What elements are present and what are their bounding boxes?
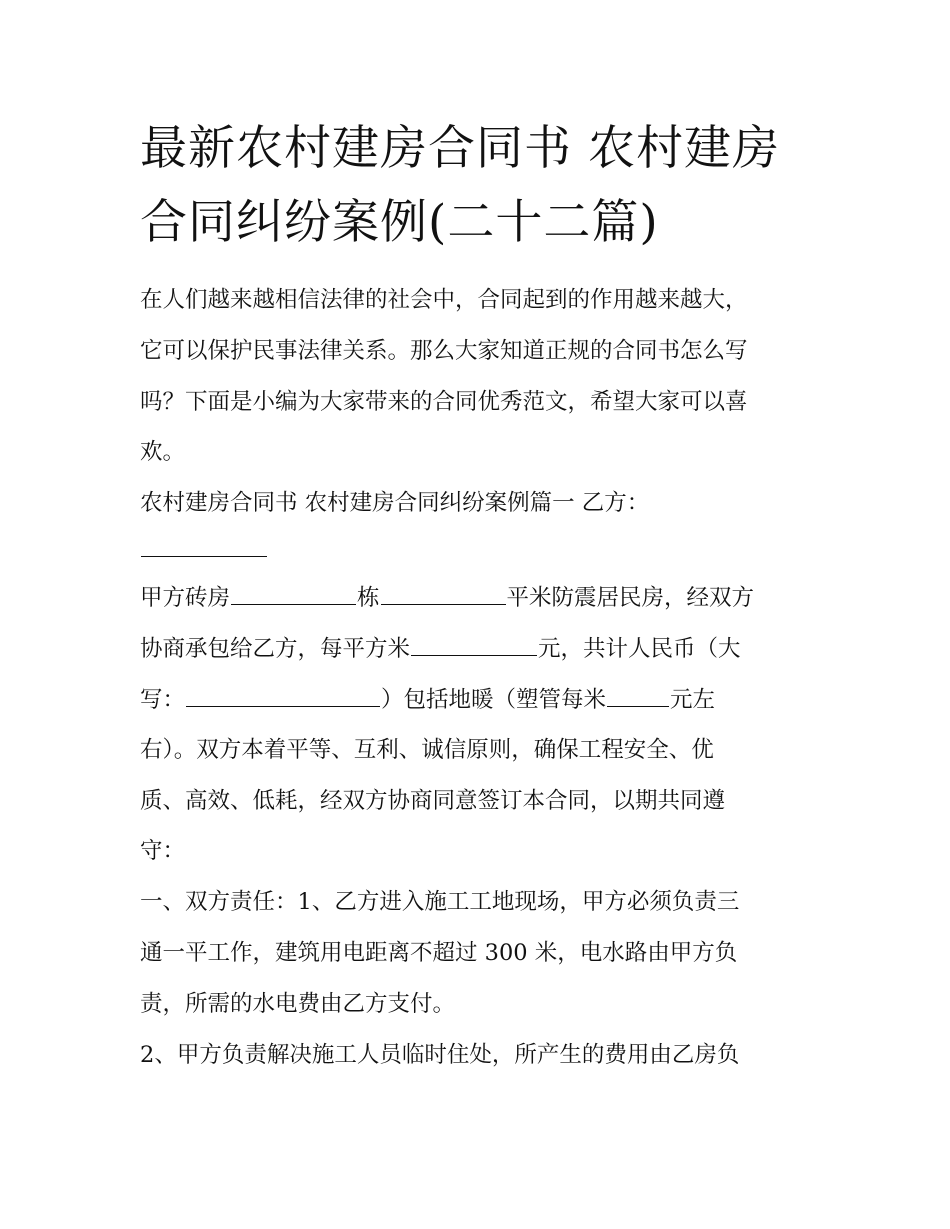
intro-line-4: 欢。 xyxy=(140,439,186,465)
p1-text-b: 栋 xyxy=(357,585,380,611)
title-line-1: 最新农村建房合同书 农村建房 xyxy=(140,121,780,176)
intro-line-3: 吗？下面是小编为大家带来的合同优秀范文，希望大家可以喜 xyxy=(140,389,748,415)
paragraph-line-9: 责，所需的水电费由乙方支付。 xyxy=(140,991,456,1017)
p2-text-a: 协商承包给乙方，每平方米 xyxy=(140,636,411,662)
paragraph-line-3 xyxy=(140,684,715,715)
p3-text-c: 元左 xyxy=(670,687,716,713)
document-title xyxy=(140,112,840,260)
paragraph-line-8: 通一平工作，建筑用电距离不超过 300 米，电水路由甲方负 xyxy=(140,940,738,966)
paragraph-line-6: 守： xyxy=(140,838,186,864)
paragraph-line-10: 2、甲方负责解决施工人员临时住处，所产生的费用由乙房负 xyxy=(140,1042,740,1068)
paragraph-line-7: 一、双方责任：1、乙方进入施工工地现场，甲方必须负责三 xyxy=(140,889,740,915)
p3-text-b: ）包括地暖（塑管每米 xyxy=(381,687,607,713)
p3-text-a: 写： xyxy=(140,687,186,713)
p1-text-a: 甲方砖房 xyxy=(140,585,231,611)
party-b-blank xyxy=(141,556,267,557)
blank-field xyxy=(411,633,537,656)
paragraph-line-4: 右）。双方本着平等、互利、诚信原则，确保工程安全、优 xyxy=(140,737,714,763)
p2-text-b: 元，共计人民币（大 xyxy=(538,636,741,662)
blank-field xyxy=(607,684,669,707)
title-line-2: 合同纠纷案例(二十二篇) xyxy=(140,195,659,250)
paragraph-line-1 xyxy=(140,582,754,613)
blank-field xyxy=(381,582,506,605)
intro-line-2: 它可以保护民事法律关系。那么大家知道正规的合同书怎么写 xyxy=(140,338,748,364)
intro-line-1: 在人们越来越相信法律的社会中，合同起到的作用越来越大， xyxy=(140,287,748,313)
blank-field xyxy=(231,582,356,605)
paragraph-line-5: 质、高效、低耗，经双方协商同意签订本合同，以期共同遵 xyxy=(140,788,726,814)
section-heading: 农村建房合同书 农村建房合同纠纷案例篇一 乙方： xyxy=(140,490,650,516)
p1-text-c: 平米防震居民房，经双方 xyxy=(506,585,755,611)
paragraph-line-2 xyxy=(140,633,741,664)
blank-field xyxy=(186,684,380,707)
party-b-blank-line xyxy=(140,540,268,570)
